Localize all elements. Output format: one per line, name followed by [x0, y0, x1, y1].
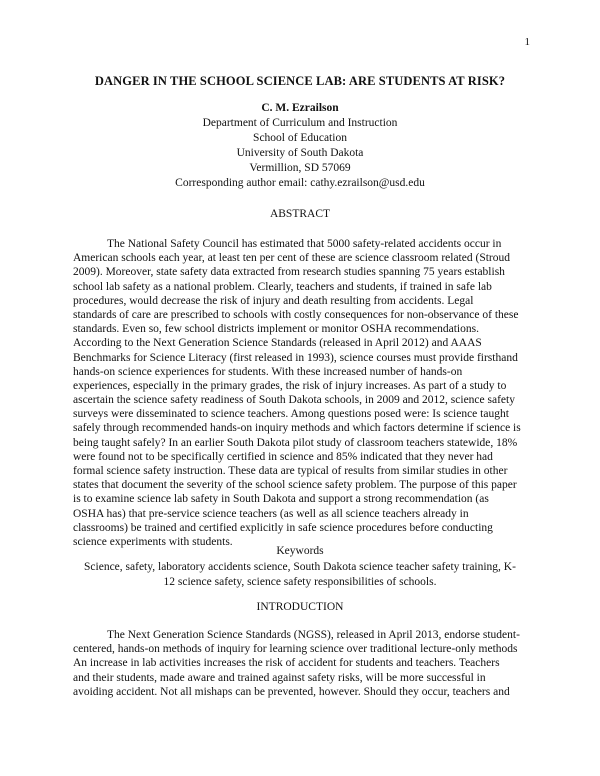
text-line: formal science safety instruction. These data are typical of results from similar studies in other: [73, 465, 508, 477]
affiliation-line: Vermillion, SD 57069: [249, 162, 351, 174]
abstract-heading: ABSTRACT: [269, 208, 331, 220]
text-line: procedures, would decrease the risk of injury and death resulting from accidents. Legal: [73, 294, 474, 307]
affiliation-line: University of South Dakota: [236, 147, 364, 159]
text-line: safely through recommended hands-on inquiry methods and which factors determine if science is: [73, 422, 521, 435]
text-line: were found not to be specifically certified in science and 85% indicated that they never had: [73, 450, 493, 463]
page-number: 1: [524, 36, 530, 48]
paper-title: DANGER IN THE SCHOOL SCIENCE LAB: ARE STUDENTS AT RISK?: [94, 74, 506, 88]
text-line: 2009). Moreover, state safety data extracted from research studies spanning 75 years establish: [73, 266, 505, 279]
text-line: science experiments with students.: [73, 535, 233, 548]
text-line: centered, hands-on methods of inquiry for learning science over traditional lecture-only methods: [73, 643, 518, 656]
text-line: is to examine science lab safety in South Dakota and support a strong recommendation (as: [73, 493, 489, 506]
text-line: standards of care are prescribed to schools with costly consequences for non-observance of these: [73, 308, 519, 321]
text-line: experiences, especially in the primary grades, the risk of injury increases. As part of a study to: [73, 379, 507, 392]
author-name: C. M. Ezrailson: [261, 102, 339, 114]
keywords-text: [60, 560, 540, 589]
text-line: being taught safely? In an earlier South Dakota pilot study of classroom teachers statewide, 18%: [73, 436, 518, 449]
text-line: ascertain the science safety readiness of South Dakota schools, in 2009 and 2012, science safety: [73, 394, 515, 407]
affiliation-line: Department of Curriculum and Instruction: [202, 117, 398, 129]
text-line: school lab safety as a national problem. Clearly, teachers and students, if trained in safe lab: [73, 280, 492, 293]
abstract-body: [73, 237, 533, 549]
author-block: [0, 101, 600, 191]
text-line: OSHA has) that pre-service science teachers (as well as all science teachers already in: [73, 507, 469, 520]
introduction-heading: INTRODUCTION: [256, 601, 344, 613]
affiliation-line: School of Education: [253, 132, 347, 144]
keywords-heading: Keywords: [276, 545, 324, 557]
text-line: standards. Even so, few school districts implement or monitor OSHA recommendations.: [73, 323, 479, 336]
text-line: The Next Generation Science Standards (NGSS), released in April 2013, endorse student-: [107, 629, 520, 641]
text-line: surveys were disseminated to science teachers. Among questions posed were: Is science taught: [73, 408, 509, 421]
text-line: and their students, made aware and trained against safety risks, will be more successful in: [73, 671, 486, 684]
text-line: The National Safety Council has estimated that 5000 safety-related accidents occur in: [107, 238, 502, 250]
introduction-body: [73, 628, 533, 699]
corresponding-email: Corresponding author email: cathy.ezrailson@usd.edu: [175, 177, 425, 189]
text-line: An increase in lab activities increases the risk of accident for students and teachers. Teachers: [73, 657, 500, 670]
text-line: hands-on science experiences for students. With these increased number of hands-on: [73, 365, 463, 378]
text-line: American schools each year, at least ten per cent of these are science classroom related (Stroud: [73, 252, 510, 265]
text-line: Benchmarks for Science Literacy (first released in 1993), science courses must provide firsthand: [73, 351, 518, 364]
text-line: states that document the severity of the school science safety problem. The purpose of this paper: [73, 479, 517, 492]
keywords-line: Science, safety, laboratory accidents science, South Dakota science teacher safety training, K-: [84, 561, 516, 573]
text-line: According to the Next Generation Science Standards (released in April 2012) and AAAS: [73, 337, 482, 350]
text-line: classrooms) be trained and certified explicitly in safe science procedures before conducting: [73, 521, 493, 534]
keywords-line: 12 science safety, science safety responsibilities of schools.: [163, 575, 437, 588]
text-line: avoiding accident. Not all mishaps can be prevented, however. Should they occur, teachers and: [73, 685, 510, 698]
